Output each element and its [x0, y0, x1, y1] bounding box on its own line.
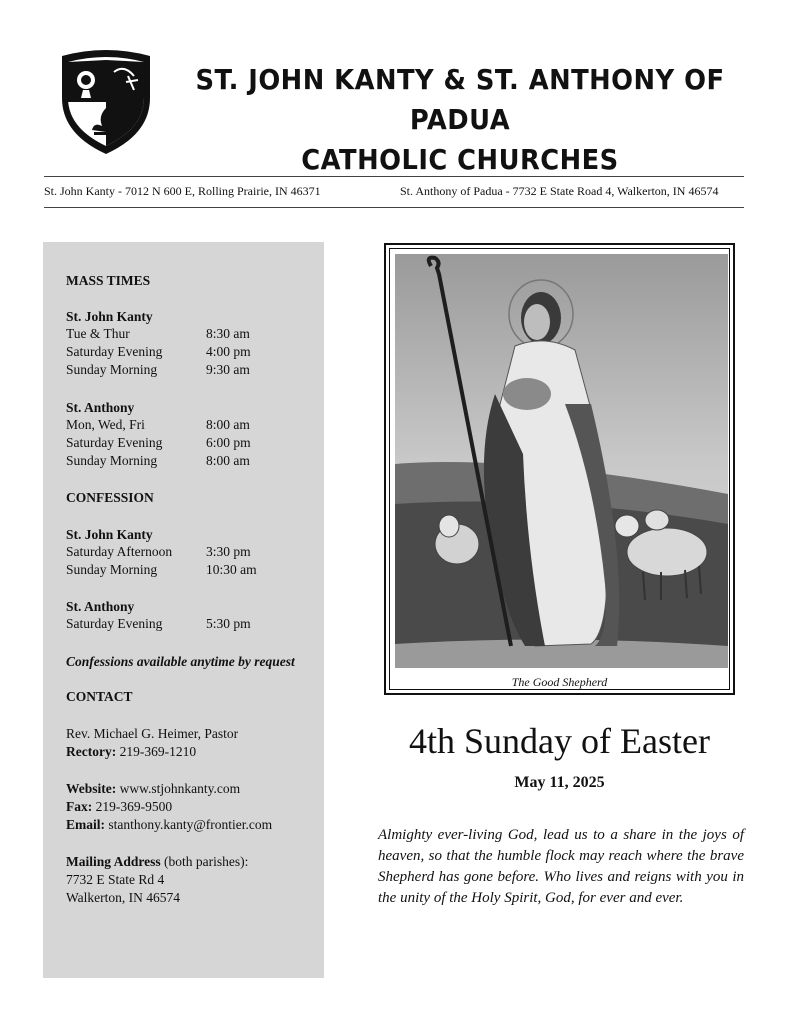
row-label: Saturday Afternoon	[66, 544, 173, 559]
mass-anthony-row	[66, 435, 251, 451]
email-label: Email:	[66, 817, 105, 832]
website-link[interactable]: www.stjohnkanty.com	[119, 781, 241, 796]
row-time: 8:00 am	[206, 453, 250, 468]
row-label: Saturday Evening	[66, 435, 163, 450]
mailing-street: 7732 E State Rd 4	[66, 872, 165, 887]
artwork-caption: The Good Shepherd	[511, 675, 608, 689]
mass-kanty-row	[66, 344, 251, 360]
confession-anthony-name: St. Anthony	[66, 599, 135, 614]
rectory-label: Rectory:	[66, 744, 117, 759]
mailing-line	[66, 853, 248, 871]
church-title	[191, 60, 728, 180]
mailing-city: Walkerton, IN 46574	[66, 890, 181, 905]
row-time: 9:30 am	[206, 362, 250, 377]
rectory-phone: 219-369-1210	[119, 744, 197, 759]
contact-heading: CONTACT	[66, 689, 133, 704]
mailing-label: Mailing Address	[66, 854, 161, 869]
title-line-2: CATHOLIC CHURCHES	[301, 143, 619, 176]
website-label: Website:	[66, 781, 117, 796]
top-rule	[44, 176, 744, 177]
row-time: 10:30 am	[206, 562, 257, 577]
fax-label: Fax:	[66, 799, 93, 814]
good-shepherd-illustration	[395, 254, 728, 668]
parish-logo	[58, 46, 154, 156]
row-time: 3:30 pm	[206, 544, 251, 559]
address-kanty: St. John Kanty - 7012 N 600 E, Rolling Prairie, IN 46371	[44, 184, 321, 198]
mass-kanty-row	[66, 326, 250, 342]
row-label: Tue & Thur	[66, 326, 130, 341]
email-line	[66, 816, 272, 834]
confession-kanty-row	[66, 562, 257, 578]
confession-kanty-name: St. John Kanty	[66, 527, 153, 542]
row-time: 8:30 am	[206, 326, 250, 341]
artwork-inner-border	[389, 248, 730, 690]
mass-kanty-name: St. John Kanty	[66, 309, 153, 324]
confession-anthony-row	[66, 616, 251, 632]
row-time: 6:00 pm	[206, 435, 251, 450]
rectory-line	[66, 743, 196, 761]
info-sidebar	[43, 242, 324, 978]
row-time: 8:00 am	[206, 417, 250, 432]
row-label: Saturday Evening	[66, 616, 163, 631]
row-label: Mon, Wed, Fri	[66, 417, 145, 432]
confession-kanty-row	[66, 544, 251, 560]
fax-line	[66, 798, 172, 816]
mass-anthony-row	[66, 453, 250, 469]
row-label: Sunday Morning	[66, 453, 158, 468]
mass-anthony-name: St. Anthony	[66, 400, 135, 415]
row-time: 5:30 pm	[206, 616, 251, 631]
sunday-date: May 11, 2025	[514, 774, 605, 791]
confession-heading: CONFESSION	[66, 490, 154, 505]
pastor-name: Rev. Michael G. Heimer, Pastor	[66, 726, 239, 741]
mass-anthony-row	[66, 417, 250, 433]
mass-kanty-row	[66, 362, 250, 378]
website-line	[66, 780, 240, 798]
bottom-rule	[44, 207, 744, 208]
confession-note: Confessions available anytime by request	[66, 654, 295, 669]
artwork-frame	[384, 243, 735, 695]
sunday-heading: 4th Sunday of Easter	[409, 721, 710, 761]
opening-prayer: Almighty ever-living God, lead us to a share in the joys of heaven, so that the humble flock may reach where the brave Shepherd has gone before. Who lives and reigns with you in the unity of the Holy Spirit, God, for ever and ever.	[378, 827, 744, 906]
address-anthony: St. Anthony of Padua - 7732 E State Road 4, Walkerton, IN 46574	[400, 184, 719, 198]
row-time: 4:00 pm	[206, 344, 251, 359]
mailing-suffix: (both parishes):	[164, 854, 249, 869]
email-link[interactable]: stanthony.kanty@frontier.com	[108, 817, 273, 832]
title-line-1: ST. JOHN KANTY & ST. ANTHONY OF PADUA	[195, 63, 725, 136]
fax-number: 219-369-9500	[95, 799, 173, 814]
row-label: Sunday Morning	[66, 562, 158, 577]
mass-times-heading: MASS TIMES	[66, 273, 151, 288]
row-label: Saturday Evening	[66, 344, 163, 359]
row-label: Sunday Morning	[66, 362, 158, 377]
